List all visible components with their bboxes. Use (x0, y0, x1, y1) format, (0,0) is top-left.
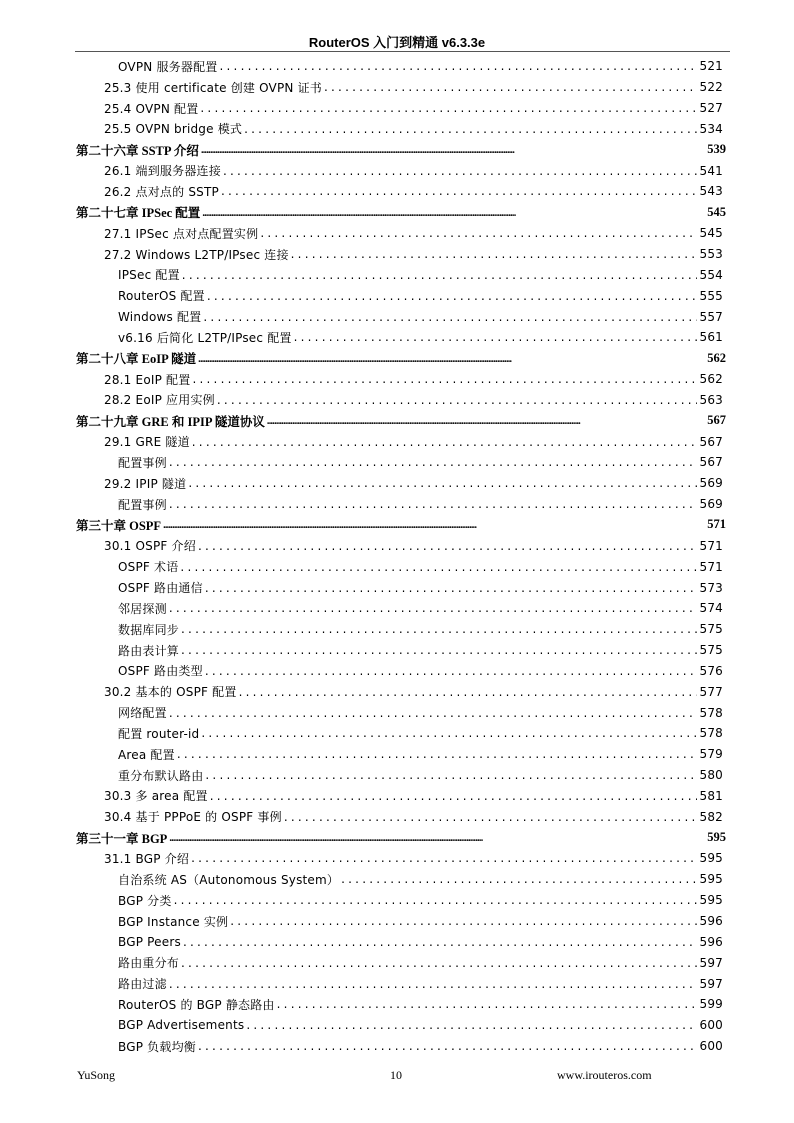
toc-entry-page-number: 596 (699, 934, 723, 949)
toc-entry-title: RouterOS 的 BGP 静态路由 (118, 997, 275, 1012)
toc-entry-title: 30.3 多 area 配置 (104, 789, 208, 804)
toc-section-entry[interactable] (118, 744, 723, 765)
table-of-contents (0, 56, 794, 1057)
dot-leader (239, 685, 698, 699)
toc-entry-title: Area 配置 (118, 747, 175, 762)
toc-entry-title: v6.16 后简化 L2TP/IPsec 配置 (118, 330, 292, 345)
toc-entry-title: 路由过滤 (118, 977, 167, 992)
toc-entry-page-number: 599 (699, 997, 723, 1012)
dot-leader (294, 330, 698, 344)
toc-entry-page-number: 582 (699, 809, 723, 824)
toc-section-entry[interactable] (104, 390, 723, 411)
toc-entry-title: 配置事例 (118, 497, 167, 512)
toc-section-entry[interactable] (118, 598, 723, 619)
toc-entry-title: 31.1 BGP 介绍 (104, 851, 190, 866)
page-header-title: RouterOS 入门到精通 v6.3.3e (308, 35, 486, 50)
toc-entry-page-number: 576 (699, 663, 723, 678)
dot-leader (198, 1039, 698, 1053)
dot-leader (183, 935, 698, 949)
toc-entry-page-number: 545 (707, 204, 726, 219)
toc-section-entry[interactable] (118, 660, 723, 681)
toc-entry-title: IPSec 配置 (118, 268, 180, 283)
toc-entry-page-number: 539 (707, 142, 726, 157)
toc-entry-title: 第二十八章 EoIP 隧道 (76, 352, 197, 367)
toc-entry-page-number: 557 (699, 309, 723, 324)
toc-entry-title: BGP 负载均衡 (118, 1039, 196, 1054)
dot-leader (205, 581, 698, 595)
toc-entry-title: 29.2 IPIP 隧道 (104, 476, 187, 491)
dot-leader (169, 977, 698, 991)
toc-entry-page-number: 562 (707, 350, 726, 365)
toc-section-entry[interactable] (118, 765, 723, 786)
toc-entry-page-number: 600 (699, 1018, 723, 1033)
toc-entry-page-number: 595 (699, 872, 723, 887)
toc-entry-page-number: 596 (699, 914, 723, 929)
toc-section-entry[interactable] (118, 952, 723, 973)
toc-entry-title: 网络配置 (118, 706, 167, 721)
toc-entry-page-number: 527 (699, 101, 723, 116)
toc-entry-title: 30.2 基本的 OSPF 配置 (104, 685, 237, 700)
dot-leader (205, 664, 698, 678)
dot-leader (181, 622, 697, 636)
toc-chapter-entry[interactable] (76, 202, 726, 223)
toc-entry-page-number: 541 (699, 163, 723, 178)
toc-section-entry[interactable] (104, 181, 723, 202)
toc-entry-title: OSPF 路由通信 (118, 581, 203, 596)
toc-section-entry[interactable] (118, 619, 723, 640)
toc-section-entry[interactable] (118, 327, 723, 348)
dot-leader (169, 497, 698, 511)
toc-section-entry[interactable] (104, 77, 723, 98)
dot-leader (200, 101, 697, 115)
toc-entry-page-number: 571 (699, 559, 723, 574)
toc-entry-page-number: 534 (699, 121, 723, 136)
toc-section-entry[interactable] (118, 702, 723, 723)
dot-leader (192, 435, 698, 449)
toc-entry-page-number: 580 (699, 768, 723, 783)
toc-entry-title: 29.1 GRE 隧道 (104, 435, 190, 450)
dot-leader (201, 726, 697, 740)
toc-section-entry[interactable] (118, 285, 723, 306)
toc-section-entry[interactable] (104, 119, 723, 140)
toc-section-entry[interactable] (104, 786, 723, 807)
toc-entry-page-number: 567 (707, 413, 726, 428)
toc-entry-title: 第二十七章 IPSec 配置 (76, 206, 201, 221)
toc-section-entry[interactable] (118, 56, 723, 77)
toc-entry-page-number: 573 (699, 580, 723, 595)
toc-entry-page-number: 563 (699, 392, 723, 407)
dot-leader (244, 122, 697, 136)
toc-chapter-entry[interactable] (76, 139, 726, 160)
footer-author: YuSong (77, 1068, 116, 1082)
toc-entry-title: 路由表计算 (118, 643, 180, 658)
footer-page-number: 10 (390, 1068, 402, 1082)
toc-entry-page-number: 521 (699, 59, 723, 74)
toc-entry-page-number: 567 (699, 434, 723, 449)
toc-entry-title: 自治系统 AS（Autonomous System） (118, 872, 340, 887)
toc-section-entry[interactable] (118, 931, 723, 952)
toc-entry-title: 路由重分布 (118, 956, 180, 971)
toc-entry-page-number: 581 (699, 788, 723, 803)
toc-section-entry[interactable] (118, 306, 723, 327)
toc-entry-title: OSPF 路由类型 (118, 664, 203, 679)
dot-leader (210, 789, 698, 803)
toc-section-entry[interactable] (118, 577, 723, 598)
dot-leader (277, 997, 698, 1011)
toc-entry-title: 28.1 EoIP 配置 (104, 372, 191, 387)
toc-section-entry[interactable] (104, 244, 723, 265)
toc-section-entry[interactable] (118, 494, 723, 515)
dot-leader (177, 747, 698, 761)
toc-chapter-entry[interactable] (76, 348, 726, 369)
toc-chapter-entry[interactable] (76, 515, 726, 536)
dot-leader (223, 164, 698, 178)
dot-leader (163, 517, 705, 532)
dot-leader (203, 310, 697, 324)
toc-section-entry[interactable] (104, 369, 723, 390)
toc-entry-page-number: 575 (699, 643, 723, 658)
dot-leader (198, 351, 705, 366)
toc-section-entry[interactable] (118, 264, 723, 285)
dot-leader (230, 914, 697, 928)
toc-entry-page-number: 571 (707, 517, 726, 532)
toc-entry-page-number: 579 (699, 747, 723, 762)
toc-entry-title: 26.1 端到服务器连接 (104, 164, 221, 179)
toc-entry-title: 配置事例 (118, 455, 167, 470)
dot-leader (324, 80, 697, 94)
toc-section-entry[interactable] (104, 806, 723, 827)
toc-chapter-entry[interactable] (76, 410, 726, 431)
toc-section-entry[interactable] (104, 431, 723, 452)
toc-section-entry[interactable] (118, 869, 723, 890)
toc-section-entry[interactable] (104, 473, 723, 494)
toc-entry-page-number: 567 (699, 455, 723, 470)
toc-section-entry[interactable] (104, 160, 723, 181)
toc-entry-title: 26.2 点对点的 SSTP (104, 184, 219, 199)
toc-entry-title: BGP Instance 实例 (118, 914, 229, 929)
toc-entry-title: OVPN 服务器配置 (118, 59, 218, 74)
toc-section-entry[interactable] (104, 681, 723, 702)
dot-leader (207, 289, 698, 303)
toc-section-entry[interactable] (104, 98, 723, 119)
toc-chapter-entry[interactable] (76, 827, 726, 848)
toc-section-entry[interactable] (118, 556, 723, 577)
dot-leader (198, 539, 698, 553)
dot-leader (221, 184, 698, 198)
toc-entry-title: 第二十九章 GRE 和 IPIP 隧道协议 (76, 414, 265, 429)
toc-entry-page-number: 597 (699, 976, 723, 991)
toc-entry-title: 邻居探测 (118, 601, 167, 616)
toc-entry-page-number: 554 (699, 267, 723, 282)
toc-entry-page-number: 595 (699, 893, 723, 908)
toc-section-entry[interactable] (118, 890, 723, 911)
dot-leader (181, 956, 697, 970)
toc-section-entry[interactable] (118, 1036, 723, 1057)
toc-entry-page-number: 571 (699, 538, 723, 553)
toc-entry-title: 30.1 OSPF 介绍 (104, 539, 196, 554)
toc-entry-title: 第三十一章 BGP (76, 831, 168, 846)
toc-entry-title: 25.4 OVPN 配置 (104, 101, 199, 116)
toc-entry-title: OSPF 术语 (118, 560, 179, 575)
toc-entry-title: BGP 分类 (118, 893, 172, 908)
dot-leader (260, 226, 697, 240)
toc-entry-page-number: 597 (699, 955, 723, 970)
dot-leader (180, 560, 697, 574)
toc-entry-title: 28.2 EoIP 应用实例 (104, 393, 215, 408)
toc-section-entry[interactable] (104, 535, 723, 556)
dot-leader (246, 1018, 697, 1032)
toc-entry-title: 30.4 基于 PPPoE 的 OSPF 事例 (104, 810, 282, 825)
toc-entry-page-number: 574 (699, 601, 723, 616)
toc-entry-title: 配置 router-id (118, 726, 200, 741)
dot-leader (205, 768, 697, 782)
dot-leader (182, 268, 698, 282)
toc-entry-page-number: 569 (699, 476, 723, 491)
toc-entry-title: 第二十六章 SSTP 介绍 (76, 143, 199, 158)
toc-entry-page-number: 562 (699, 372, 723, 387)
toc-entry-page-number: 545 (699, 226, 723, 241)
toc-entry-title: BGP Peers (118, 934, 181, 949)
toc-section-entry[interactable] (118, 994, 723, 1015)
toc-entry-page-number: 522 (699, 80, 723, 95)
toc-section-entry[interactable] (118, 640, 723, 661)
toc-entry-page-number: 575 (699, 622, 723, 637)
toc-entry-title: RouterOS 配置 (118, 289, 205, 304)
toc-entry-page-number: 578 (699, 726, 723, 741)
toc-section-entry[interactable] (118, 1015, 723, 1036)
dot-leader (341, 872, 697, 886)
dot-leader (284, 810, 698, 824)
toc-section-entry[interactable] (104, 848, 723, 869)
toc-entry-page-number: 569 (699, 497, 723, 512)
toc-section-entry[interactable] (118, 973, 723, 994)
toc-entry-page-number: 553 (699, 247, 723, 262)
toc-entry-page-number: 595 (699, 851, 723, 866)
toc-entry-title: 25.5 OVPN bridge 模式 (104, 122, 243, 137)
toc-entry-title: 重分布默认路由 (118, 768, 204, 783)
dot-leader (169, 706, 698, 720)
toc-entry-title: BGP Advertisements (118, 1018, 245, 1033)
dot-leader (169, 455, 698, 469)
toc-entry-page-number: 595 (707, 830, 726, 845)
dot-leader (169, 830, 705, 845)
toc-entry-title: 第三十章 OSPF (76, 518, 162, 533)
dot-leader (192, 372, 697, 386)
toc-entry-page-number: 543 (699, 184, 723, 199)
toc-entry-title: 27.1 IPSec 点对点配置实例 (104, 226, 259, 241)
dot-leader (267, 413, 705, 428)
dot-leader (181, 643, 697, 657)
toc-entry-page-number: 555 (699, 288, 723, 303)
toc-entry-title: 数据库同步 (118, 622, 180, 637)
toc-section-entry[interactable] (118, 452, 723, 473)
dot-leader (217, 393, 698, 407)
toc-section-entry[interactable] (118, 723, 723, 744)
dot-leader (291, 247, 698, 261)
dot-leader (201, 142, 705, 157)
footer-website: www.irouteros.com (557, 1068, 652, 1082)
toc-entry-page-number: 578 (699, 705, 723, 720)
dot-leader (169, 601, 698, 615)
dot-leader (191, 851, 697, 865)
dot-leader (174, 893, 698, 907)
toc-section-entry[interactable] (104, 223, 723, 244)
dot-leader (202, 205, 705, 220)
toc-entry-title: 25.3 使用 certificate 创建 OVPN 证书 (104, 80, 322, 95)
toc-entry-page-number: 600 (699, 1039, 723, 1054)
toc-entry-page-number: 561 (699, 330, 723, 345)
header-divider (75, 51, 730, 52)
toc-entry-page-number: 577 (699, 684, 723, 699)
dot-leader (219, 59, 697, 73)
dot-leader (188, 476, 697, 490)
toc-entry-title: 27.2 Windows L2TP/IPsec 连接 (104, 247, 289, 262)
toc-entry-title: Windows 配置 (118, 310, 202, 325)
toc-section-entry[interactable] (118, 911, 723, 932)
